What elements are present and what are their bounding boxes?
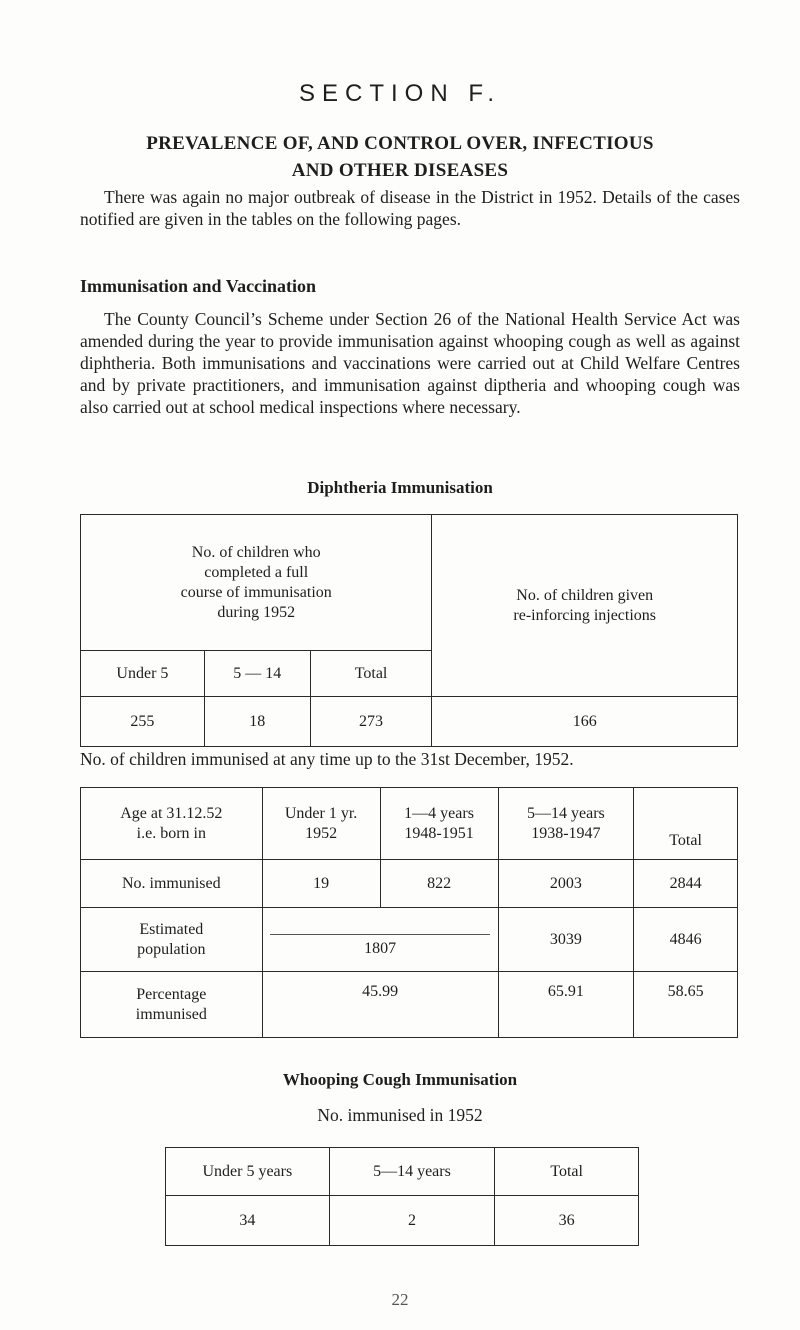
- header-1-4-line-2: 1948-1951: [404, 824, 474, 842]
- population-under-5-value: 1807: [364, 940, 397, 957]
- header-5-14-line-1: 5—14 years: [526, 804, 605, 822]
- page-number: 22: [391, 1290, 409, 1309]
- whooping-column-total: Total: [495, 1148, 639, 1196]
- group-header-line-2: completed a full: [204, 563, 309, 581]
- whooping-column-under-5: Under 5 years: [166, 1148, 330, 1196]
- page-title: [60, 130, 740, 184]
- immunised-5-14: 2003: [498, 860, 634, 908]
- whooping-column-5-14: 5—14 years: [329, 1148, 495, 1196]
- immunised-caption: No. of children immunised at any time up to the 31st December, 1952.: [80, 749, 574, 769]
- immunised-total: 2844: [634, 860, 738, 908]
- reinforcing-header-line-2: re-inforcing injections: [513, 606, 657, 624]
- population-5-14: 3039: [498, 908, 634, 972]
- header-under-1-line-2: 1952: [305, 824, 338, 842]
- column-under-5: Under 5: [81, 651, 205, 697]
- header-1-4-line-1: 1—4 years: [404, 804, 474, 822]
- value-reinforcing: 166: [432, 697, 738, 747]
- column-5-14: 5 — 14: [204, 651, 310, 697]
- age-header-label: [81, 788, 263, 860]
- completed-course-header: [81, 515, 432, 651]
- diphtheria-table: [80, 514, 738, 747]
- intro-paragraph: There was again no major outbreak of disease in the District in 1952. Details of the cases notified are given in the tables on the following pages.: [80, 187, 740, 229]
- page-title-line-1: PREVALENCE OF, AND CONTROL OVER, INFECTIOUS: [146, 133, 654, 154]
- column-total: Total: [310, 651, 432, 697]
- reinforcing-header: [432, 515, 738, 697]
- percentage-under-5: 45.99: [262, 972, 498, 1038]
- age-immunisation-table: [80, 787, 738, 1038]
- reinforcing-header-line-1: No. of children given: [516, 586, 654, 604]
- whooping-subheading: No. immunised in 1952: [317, 1105, 483, 1125]
- percentage-label-line-1: Percentage: [136, 985, 207, 1003]
- population-total: 4846: [634, 908, 738, 972]
- percentage-label-line-2: immunised: [135, 1005, 207, 1023]
- header-5-14-line-2: 1938-1947: [531, 824, 601, 842]
- group-header-line-1: No. of children who: [191, 543, 321, 561]
- population-under-5: [262, 908, 498, 972]
- value-total: 273: [310, 697, 432, 747]
- whooping-table: [165, 1147, 639, 1246]
- header-1-4: [380, 788, 498, 860]
- row-label-population: [81, 908, 263, 972]
- population-label-line-2: population: [137, 940, 206, 958]
- whooping-value-under-5: 34: [166, 1196, 330, 1246]
- header-5-14: [498, 788, 634, 860]
- header-total: Total: [634, 788, 738, 860]
- header-under-1: [262, 788, 380, 860]
- page-title-line-2: AND OTHER DISEASES: [291, 160, 509, 181]
- brace-line: [270, 934, 490, 935]
- age-header-line-2: i.e. born in: [136, 824, 206, 842]
- immunised-under-1: 19: [262, 860, 380, 908]
- immunisation-heading: Immunisation and Vaccination: [80, 276, 317, 296]
- value-under-5: 255: [81, 697, 205, 747]
- row-label-immunised: No. immunised: [81, 860, 263, 908]
- diphtheria-heading: Diphtheria Immunisation: [307, 478, 493, 497]
- percentage-5-14: 65.91: [498, 972, 634, 1038]
- whooping-heading: Whooping Cough Immunisation: [282, 1070, 518, 1089]
- header-under-1-line-1: Under 1 yr.: [284, 804, 358, 822]
- percentage-total: 58.65: [634, 972, 738, 1038]
- table-row: [81, 908, 738, 972]
- value-5-14: 18: [204, 697, 310, 747]
- whooping-value-5-14: 2: [329, 1196, 495, 1246]
- population-label-line-1: Estimated: [139, 920, 204, 938]
- group-header-line-4: during 1952: [217, 603, 296, 621]
- row-label-percentage: [81, 972, 263, 1038]
- age-header-line-1: Age at 31.12.52: [120, 804, 223, 822]
- section-title: SECTION F.: [298, 80, 501, 107]
- immunised-1-4: 822: [380, 860, 498, 908]
- group-header-line-3: course of immunisation: [180, 583, 332, 601]
- table-row: [81, 972, 738, 1038]
- table-row: [81, 860, 738, 908]
- whooping-value-total: 36: [495, 1196, 639, 1246]
- immunisation-paragraph: The County Council’s Scheme under Section 26 of the National Health Service Act was amended during the year to provide immunisation against whooping cough as well as against diphtheria. Both immunisations and vaccinations were carried out at Child Welfare Centres and by private practitioners, and immunisation against diptheria and whooping cough was also carried out at school medical inspections where necessary.: [80, 309, 740, 417]
